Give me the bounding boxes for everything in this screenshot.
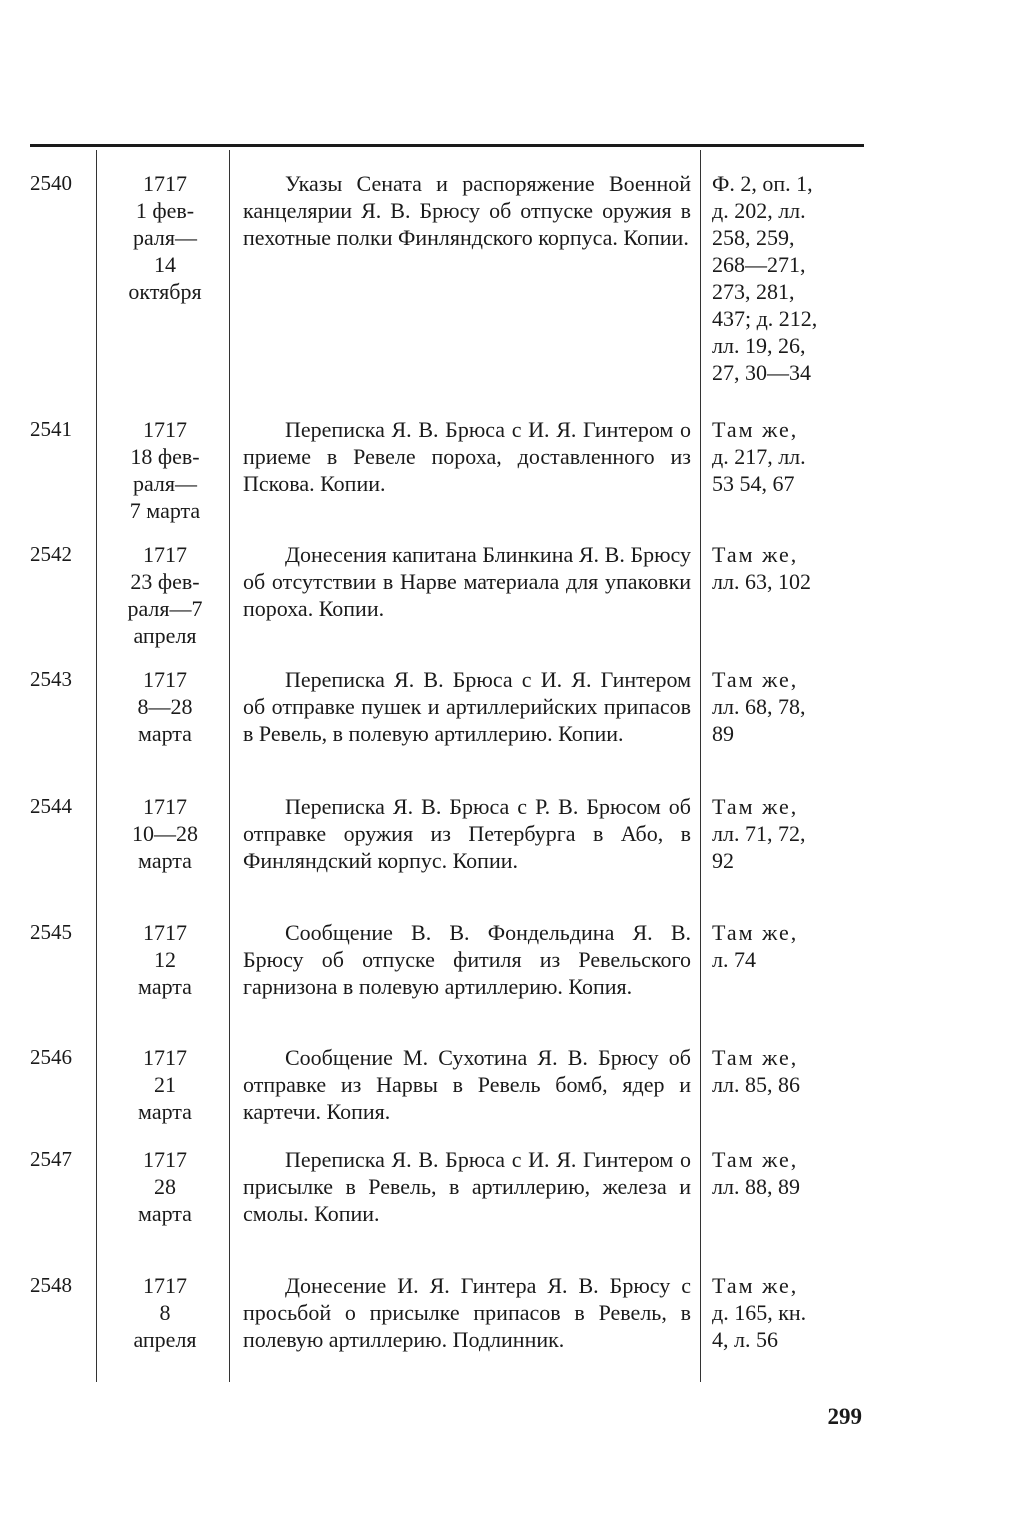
entry-reference [712, 170, 862, 386]
top-rule [30, 144, 864, 147]
date-line: 8—28 [137, 694, 193, 719]
entry-description: Переписка Я. В. Брюса с И. Я. Гинтером о присылке в Ревель, в артиллерию, железа и смолы. Копии. [243, 1147, 691, 1226]
entry-date [110, 1146, 220, 1227]
reference-line: Там же, [712, 1147, 799, 1172]
entry-number: 2543 [30, 667, 72, 691]
reference-line: Там же, [712, 667, 799, 692]
date-line: марта [138, 721, 192, 746]
reference-line: д. 202, лл. [712, 198, 806, 223]
date-line: раля—7 [127, 596, 203, 621]
date-line: раля— [132, 225, 198, 250]
entry-date [110, 793, 220, 874]
date-line: 1717 [143, 417, 187, 442]
reference-line: Там же, [712, 794, 799, 819]
entry-description: Сообщение М. Сухотина Я. В. Брюсу об отправке из Нарвы в Ревель бомб, ядер и картечи. Копия. [243, 1045, 691, 1124]
entry-number: 2545 [30, 920, 72, 944]
page-number: 299 [827, 1404, 862, 1429]
reference-line: 258, 259, [712, 225, 795, 250]
reference-line: 4, л. 56 [712, 1327, 778, 1352]
date-line: марта [138, 1201, 192, 1226]
reference-line: лл. 19, 26, [712, 333, 806, 358]
date-line: 1717 [143, 1273, 187, 1298]
date-line: октября [128, 279, 202, 304]
date-line: 1 фев- [135, 198, 195, 223]
entry-number: 2540 [30, 171, 72, 195]
date-line: 23 фев- [130, 569, 200, 594]
date-line: марта [138, 1099, 192, 1124]
reference-line: лл. 68, 78, [712, 694, 806, 719]
date-line: 1717 [143, 1045, 187, 1070]
date-line: 8 [159, 1300, 171, 1325]
reference-line: Там же, [712, 1045, 799, 1070]
reference-line: 27, 30—34 [712, 360, 811, 385]
entry-date [110, 1044, 220, 1125]
entry-reference [712, 1044, 862, 1098]
entry-reference [712, 416, 862, 497]
entry-description: Переписка Я. В. Брюса с Р. В. Брюсом об отправке оружия из Петербурга в Або, в Финляндский корпус. Копии. [243, 794, 691, 873]
reference-line: Там же, [712, 1273, 799, 1298]
date-line: апреля [133, 623, 197, 648]
date-line: 1717 [143, 171, 187, 196]
reference-line: лл. 63, 102 [712, 569, 811, 594]
entry-number: 2546 [30, 1045, 72, 1069]
entry-number: 2541 [30, 417, 72, 441]
reference-line: л. 74 [712, 947, 756, 972]
date-line: 1717 [143, 667, 187, 692]
column-divider-number [96, 150, 97, 1382]
entry-number: 2544 [30, 794, 72, 818]
reference-line: лл. 71, 72, [712, 821, 806, 846]
date-line: 1717 [143, 542, 187, 567]
entry-description: Сообщение В. В. Фондельдина Я. В. Брюсу об отпуске фитиля из Ревельского гарнизона в полевую артиллерию. Копия. [243, 920, 691, 999]
reference-line: лл. 88, 89 [712, 1174, 800, 1199]
entry-description: Донесение И. Я. Гинтера Я. В. Брюсу с просьбой о присылке припасов в Ревель, в полевую артиллерию. Подлинник. [243, 1273, 691, 1352]
entry-date [110, 666, 220, 747]
entry-date [110, 919, 220, 1000]
date-line: 1717 [143, 920, 187, 945]
entry-date [110, 416, 220, 524]
entry-reference [712, 666, 862, 747]
date-line: раля— [132, 471, 198, 496]
reference-line: 89 [712, 721, 734, 746]
date-line: 14 [154, 252, 176, 277]
reference-line: Там же, [712, 542, 799, 567]
reference-line: Там же, [712, 417, 799, 442]
reference-line: д. 217, лл. [712, 444, 806, 469]
entry-reference [712, 541, 862, 595]
reference-line: лл. 85, 86 [712, 1072, 800, 1097]
entry-number: 2548 [30, 1273, 72, 1297]
reference-line: Там же, [712, 920, 799, 945]
date-line: 21 [154, 1072, 176, 1097]
entry-reference [712, 1272, 862, 1353]
reference-line: 268—271, [712, 252, 806, 277]
date-line: 1717 [143, 794, 187, 819]
date-line: 18 фев- [130, 444, 200, 469]
date-line: 10—28 [132, 821, 198, 846]
entry-date [110, 541, 220, 649]
entry-number: 2542 [30, 542, 72, 566]
entry-description: Донесения капитана Блинкина Я. В. Брюсу об отсутствии в Нарве материала для упаковки пороха. Копии. [243, 542, 691, 621]
column-divider-date [229, 150, 230, 1382]
entry-date [110, 1272, 220, 1353]
reference-line: 437; д. 212, [712, 306, 818, 331]
reference-line: д. 165, кн. [712, 1300, 807, 1325]
entry-reference [712, 1146, 862, 1200]
date-line: 28 [154, 1174, 176, 1199]
reference-line: 92 [712, 848, 734, 873]
date-line: марта [138, 974, 192, 999]
entry-description: Указы Сената и распоряжение Военной канцелярии Я. В. Брюсу об отпуске оружия в пехотные полки Финляндского корпуса. Копии. [243, 171, 691, 250]
entry-description: Переписка Я. В. Брюса с И. Я. Гинтером о приеме в Ревеле пороха, доставленного из Пскова. Копии. [243, 417, 691, 496]
entry-date [110, 170, 220, 305]
reference-line: 53 54, 67 [712, 471, 795, 496]
reference-line: Ф. 2, оп. 1, [712, 171, 813, 196]
date-line: 12 [154, 947, 176, 972]
entry-number: 2547 [30, 1147, 72, 1171]
date-line: 1717 [143, 1147, 187, 1172]
entry-reference [712, 919, 862, 973]
entry-reference [712, 793, 862, 874]
date-line: марта [138, 848, 192, 873]
date-line: 7 марта [129, 498, 201, 523]
reference-line: 273, 281, [712, 279, 795, 304]
entry-description: Переписка Я. В. Брюса с И. Я. Гинтером об отправке пушек и артиллерийских припасов в Ревель, в полевую артиллерию. Копии. [243, 667, 691, 746]
date-line: апреля [133, 1327, 197, 1352]
column-divider-description [700, 150, 701, 1382]
